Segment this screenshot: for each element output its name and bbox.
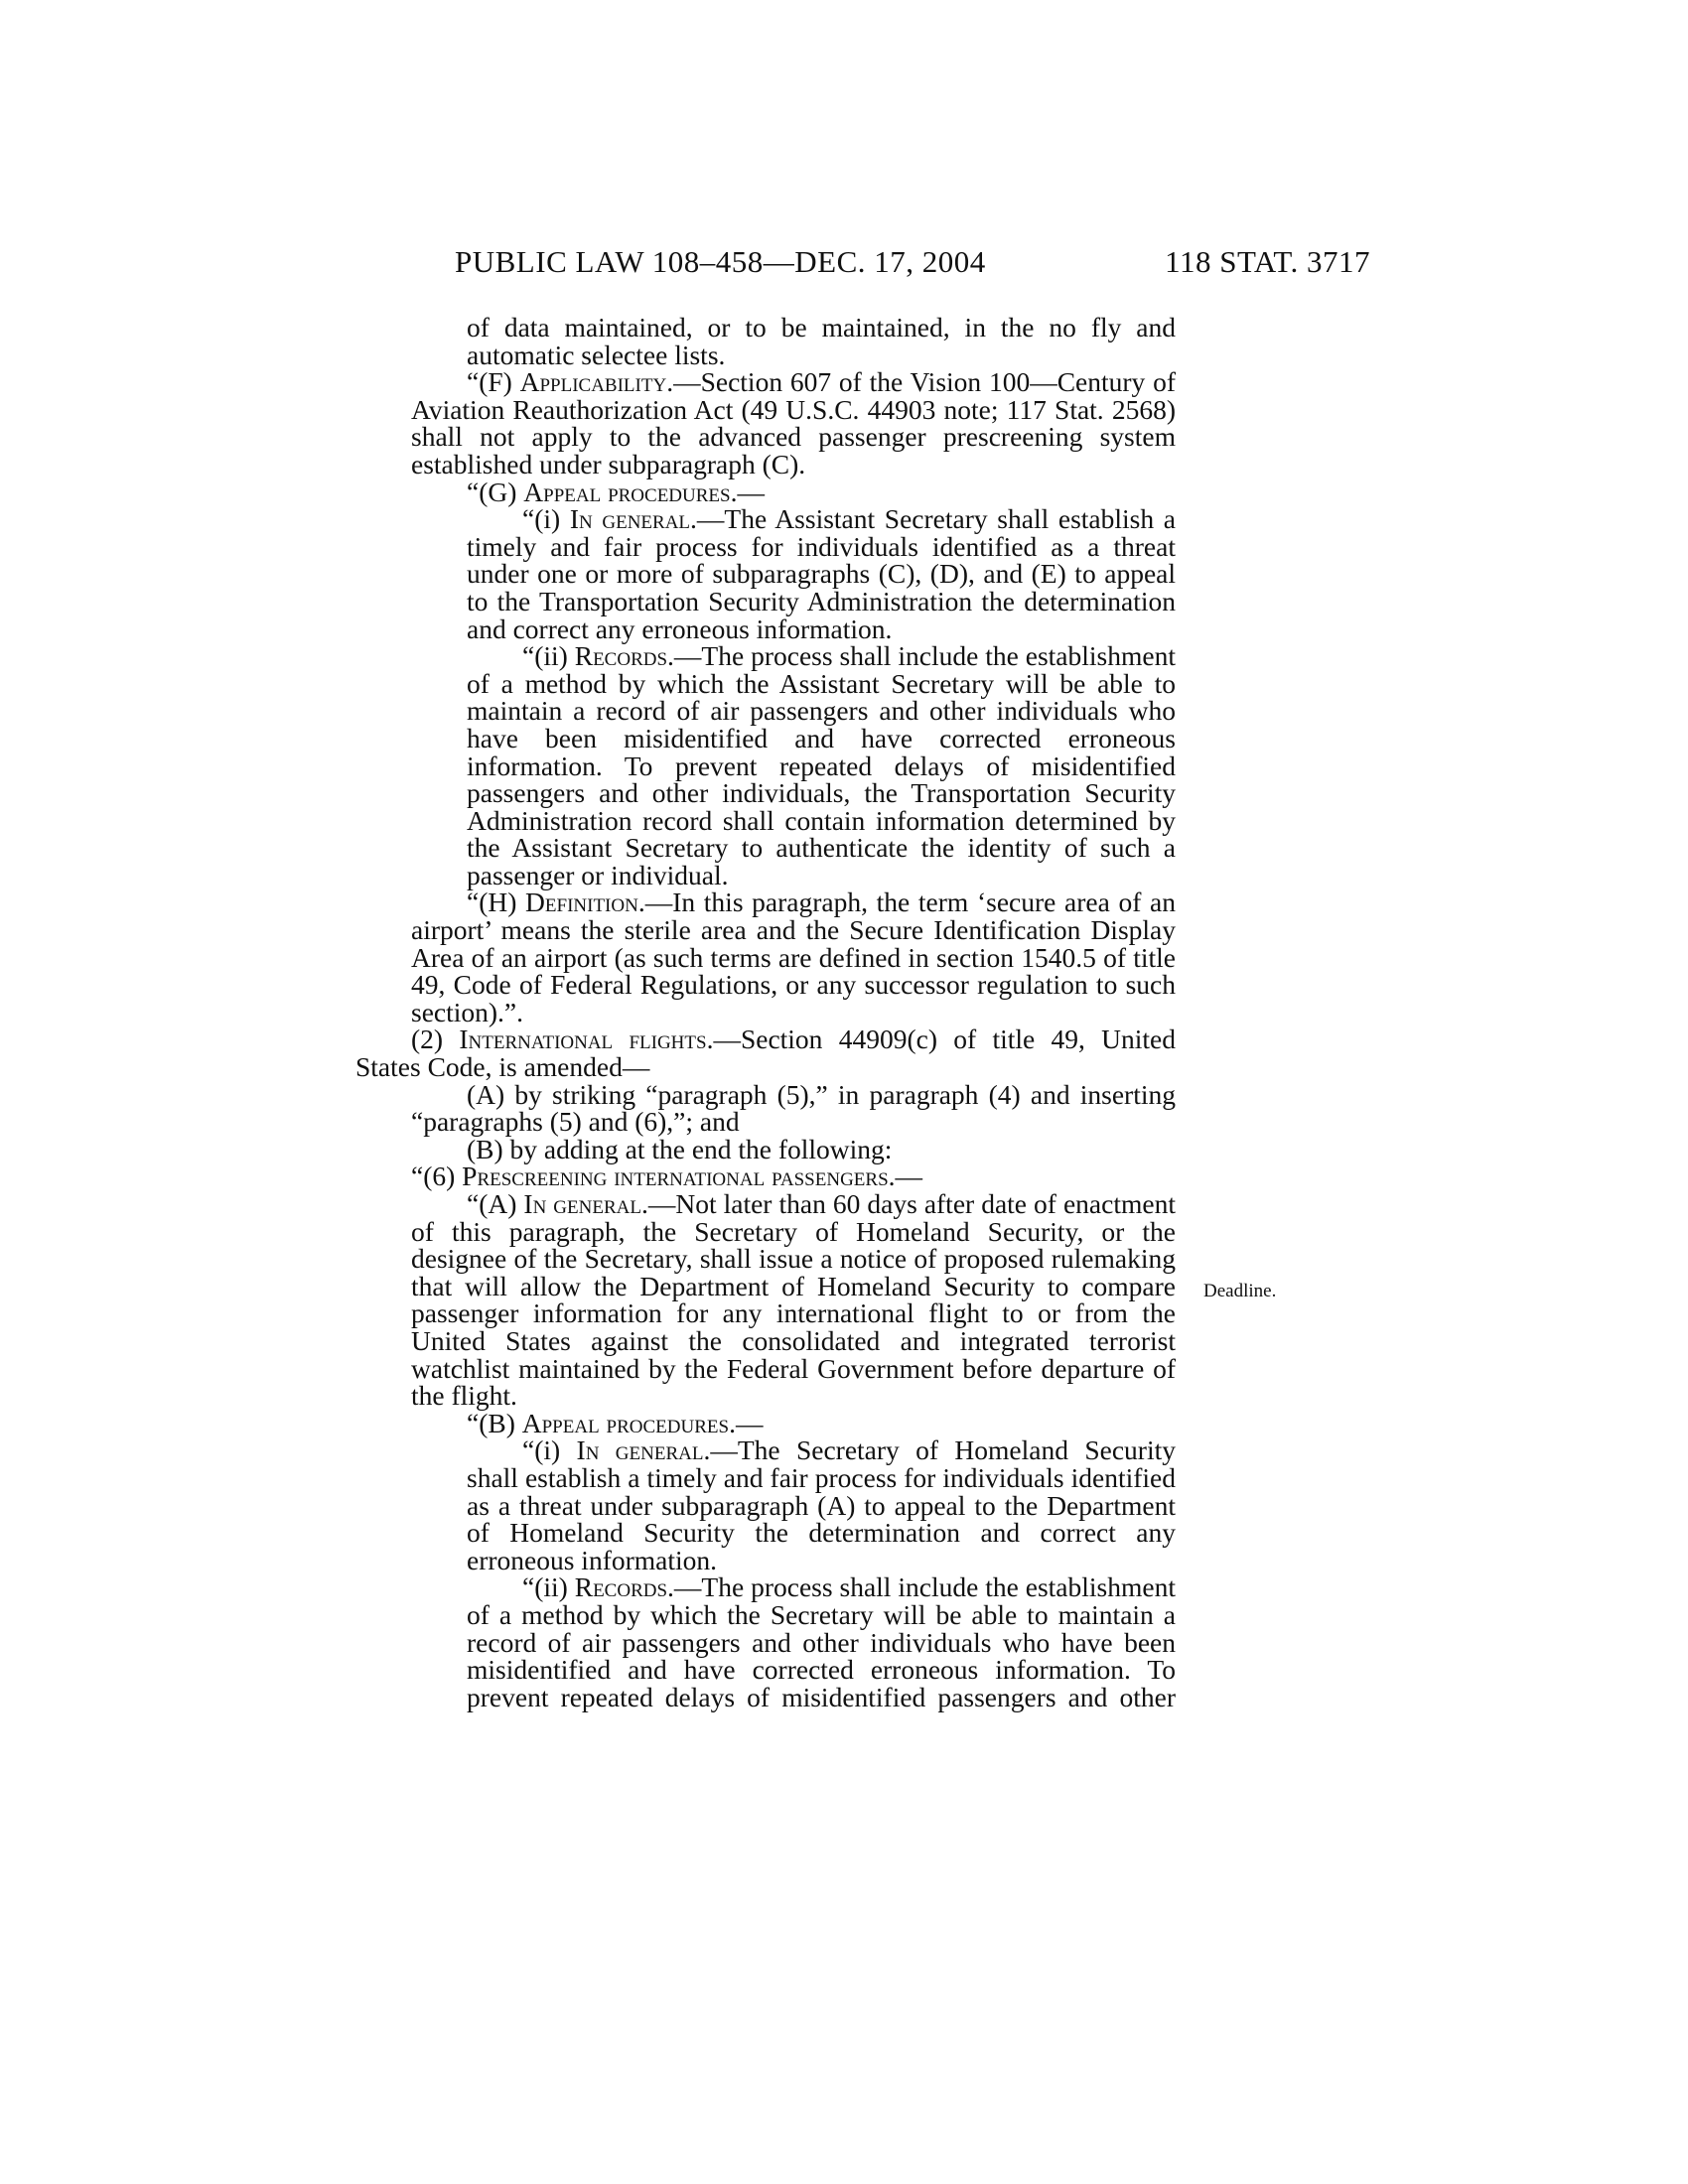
heading-prescreening-international-passengers: Prescreening international passengers [462, 1160, 889, 1192]
heading-appeal-procedures: Appeal procedures [523, 476, 731, 507]
subparagraph-f-applicability: “(F) Applicability.—Section 607 of the Vision 100—Century of Aviation Reauthorization Act (49 U.S.C. 44903 note; 117 Stat. 2568) shall not apply to the advanced passenger prescreening system established under subparagraph (C). [411, 366, 1176, 479]
clause-ii-records: “(ii) Records.—The process shall include the establishment of a method by which the Assistant Secretary will be able to maintain a record of air passengers and other individuals who have been misidentified and have corrected erroneous information. To prevent repeated delays of misidentified passengers and other individuals, the Transportation Security Administration record shall contain information determined by the Assistant Secretary to authenticate the identity of such a passenger or individual. [467, 640, 1176, 890]
paragraph-6-prescreening: “(6) Prescreening international passengers.— [411, 1160, 923, 1192]
subparagraph-6b-appeal-procedures: “(B) Appeal procedures.— [467, 1407, 764, 1438]
paragraph-2-international-flights: (2) International flights.—Section 44909(c) of title 49, United States Code, is amended— [355, 1024, 1176, 1083]
subparagraph-h-definition: “(H) Definition.—In this paragraph, the term ‘secure area of an airport’ means the sterile area and the Secure Identification Display Area of an airport (as such terms are defined in section 1540.5 of title 49, Code of Federal Regulations, or any successor regulation to such section).”. [411, 887, 1176, 1027]
heading-appeal-procedures-6b: Appeal procedures [521, 1407, 730, 1438]
subparagraph-b-adding: (B) by adding at the end the following: [467, 1133, 893, 1164]
subparagraph-6a-in-general: “(A) In general.—Not later than 60 days after date of enactment of this paragraph, the Secretary of Homeland Security, or the designee of the Secretary, shall issue a notice of proposed rulemaking that will allow the Department of Homeland Security to compare passenger information for any international flight to or from the United States against the consolidated and integrated terrorist watchlist maintained by the Federal Government before departure of the flight. [411, 1188, 1176, 1412]
heading-records-6bii: Records [574, 1571, 668, 1603]
clause-i-in-general: “(i) In general.—The Assistant Secretary shall establish a timely and fair process for individuals identified as a threat under one or more of subparagraphs (C), (D), and (E) to appeal to the Transportation Security Administration the determination and correct any erroneous information. [467, 503, 1176, 644]
paragraph-continuation: of data maintained, or to be maintained, in the no fly and automatic selectee lists. [467, 312, 1176, 370]
law-title: PUBLIC LAW 108–458—DEC. 17, 2004 [455, 244, 986, 279]
heading-definition: Definition [525, 887, 638, 918]
heading-records: Records [574, 640, 668, 672]
clause-6b-i-in-general: “(i) In general.—The Secretary of Homeland Security shall establish a timely and fair process for individuals identified as a threat under subparagraph (A) to appeal to the Department of Homeland Security the determination and correct any erroneous information. [467, 1434, 1176, 1575]
heading-in-general: In general [569, 503, 691, 535]
heading-international-flights: International flights [459, 1024, 707, 1055]
subparagraph-a-striking: (A) by striking “paragraph (5),” in paragraph (4) and inserting “paragraphs (5) and (6),”; and [411, 1078, 1176, 1138]
heading-in-general-6bi: In general [576, 1434, 704, 1466]
statute-page-number: 118 STAT. 3717 [1165, 244, 1370, 279]
clause-6b-ii-records: “(ii) Records.—The process shall include the establishment of a method by which the Secretary will be able to maintain a record of air passengers and other individuals who have been misidentified and have corrected erroneous information. To prevent repeated delays of misidentified passengers and other [467, 1571, 1176, 1712]
heading-applicability: Applicability [519, 366, 667, 398]
subparagraph-g-appeal-procedures: “(G) Appeal procedures.— [467, 476, 765, 507]
margin-note-deadline: Deadline. [1203, 1281, 1277, 1301]
running-header [455, 244, 1370, 284]
statute-body [355, 314, 1176, 1710]
heading-in-general-6a: In general [523, 1188, 641, 1219]
